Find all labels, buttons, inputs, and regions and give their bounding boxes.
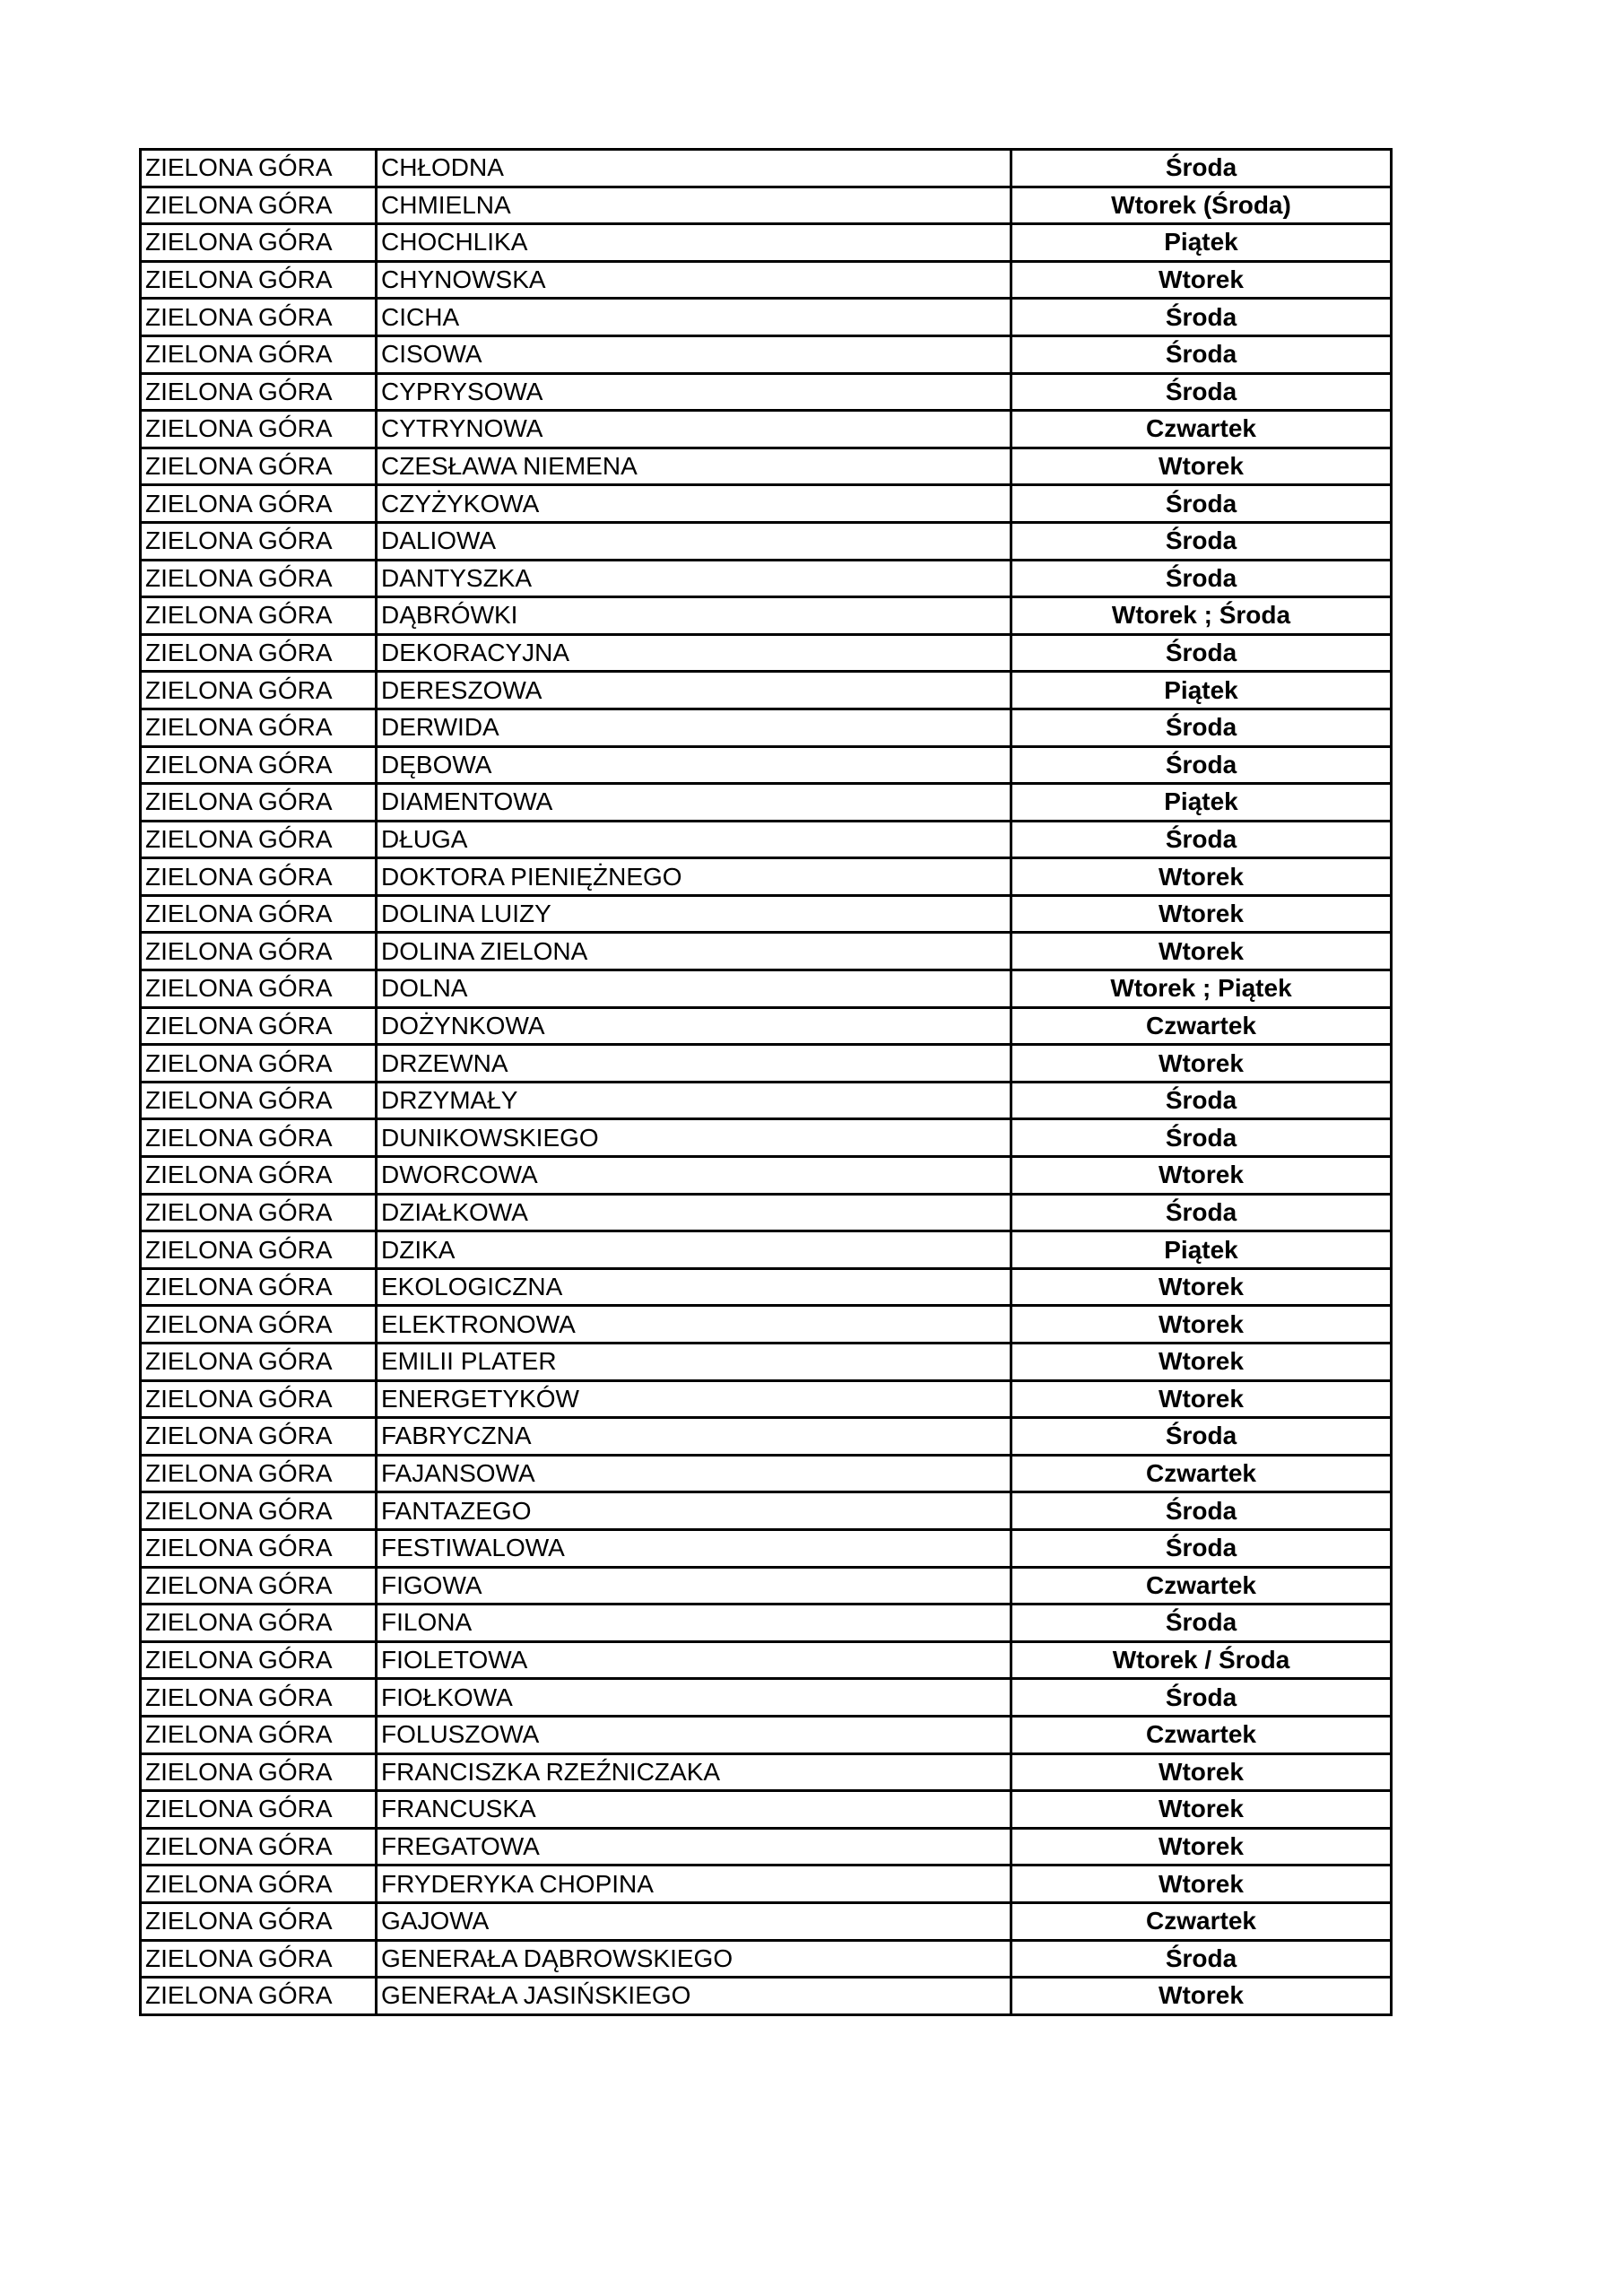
collection-day-cell: Środa <box>1011 1119 1392 1157</box>
street-cell: CISOWA <box>377 335 1011 373</box>
city-cell: ZIELONA GÓRA <box>141 970 377 1008</box>
collection-day-cell: Piątek <box>1011 784 1392 822</box>
street-cell: DRZYMAŁY <box>377 1082 1011 1119</box>
table-row <box>141 821 1392 858</box>
city-cell: ZIELONA GÓRA <box>141 1194 377 1231</box>
table-row <box>141 784 1392 822</box>
street-cell: DOŻYNKOWA <box>377 1007 1011 1045</box>
collection-day-cell: Wtorek <box>1011 1978 1392 2015</box>
city-cell: ZIELONA GÓRA <box>141 1753 377 1791</box>
table-row <box>141 1605 1392 1642</box>
table-row <box>141 1902 1392 1940</box>
city-cell: ZIELONA GÓRA <box>141 187 377 224</box>
table-row <box>141 1753 1392 1791</box>
street-cell: FAJANSOWA <box>377 1455 1011 1492</box>
table-row <box>141 1866 1392 1903</box>
street-cell: DANTYSZKA <box>377 560 1011 597</box>
street-cell: CHOCHLIKA <box>377 224 1011 262</box>
table-row <box>141 1306 1392 1344</box>
city-cell: ZIELONA GÓRA <box>141 821 377 858</box>
street-cell: CHYNOWSKA <box>377 261 1011 299</box>
table-row <box>141 224 1392 262</box>
collection-day-cell: Wtorek ; Piątek <box>1011 970 1392 1008</box>
collection-day-cell: Środa <box>1011 485 1392 523</box>
collection-day-cell: Wtorek <box>1011 1791 1392 1829</box>
street-cell: FOLUSZOWA <box>377 1716 1011 1753</box>
street-cell: FIGOWA <box>377 1567 1011 1605</box>
collection-day-cell: Wtorek <box>1011 1828 1392 1866</box>
city-cell: ZIELONA GÓRA <box>141 1007 377 1045</box>
table-row <box>141 1492 1392 1530</box>
collection-day-cell: Wtorek <box>1011 1157 1392 1195</box>
table-row <box>141 1567 1392 1605</box>
city-cell: ZIELONA GÓRA <box>141 634 377 672</box>
street-cell: FREGATOWA <box>377 1828 1011 1866</box>
street-cell: DĘBOWA <box>377 746 1011 784</box>
table-row <box>141 1716 1392 1753</box>
table-row <box>141 597 1392 635</box>
city-cell: ZIELONA GÓRA <box>141 335 377 373</box>
collection-day-cell: Środa <box>1011 150 1392 187</box>
street-cell: DRZEWNA <box>377 1045 1011 1083</box>
collection-day-cell: Czwartek <box>1011 1007 1392 1045</box>
city-cell: ZIELONA GÓRA <box>141 1380 377 1418</box>
collection-day-cell: Środa <box>1011 299 1392 336</box>
table-row <box>141 1045 1392 1083</box>
street-cell: FESTIWALOWA <box>377 1529 1011 1567</box>
street-cell: FRYDERYKA CHOPINA <box>377 1866 1011 1903</box>
street-cell: FIOŁKOWA <box>377 1679 1011 1717</box>
table-row <box>141 970 1392 1008</box>
collection-day-cell: Środa <box>1011 1940 1392 1978</box>
collection-day-cell: Środa <box>1011 1082 1392 1119</box>
collection-day-cell: Środa <box>1011 1418 1392 1456</box>
collection-day-cell: Wtorek <box>1011 895 1392 933</box>
city-cell: ZIELONA GÓRA <box>141 746 377 784</box>
table-row <box>141 261 1392 299</box>
table-row <box>141 373 1392 411</box>
city-cell: ZIELONA GÓRA <box>141 597 377 635</box>
city-cell: ZIELONA GÓRA <box>141 1492 377 1530</box>
city-cell: ZIELONA GÓRA <box>141 560 377 597</box>
collection-day-cell: Czwartek <box>1011 1455 1392 1492</box>
collection-day-cell: Środa <box>1011 1492 1392 1530</box>
table-row <box>141 448 1392 485</box>
city-cell: ZIELONA GÓRA <box>141 411 377 448</box>
street-cell: DUNIKOWSKIEGO <box>377 1119 1011 1157</box>
city-cell: ZIELONA GÓRA <box>141 933 377 970</box>
city-cell: ZIELONA GÓRA <box>141 522 377 560</box>
table-row <box>141 1380 1392 1418</box>
collection-day-cell: Wtorek (Środa) <box>1011 187 1392 224</box>
city-cell: ZIELONA GÓRA <box>141 1940 377 1978</box>
table-row <box>141 1455 1392 1492</box>
street-cell: CICHA <box>377 299 1011 336</box>
street-cell: DERWIDA <box>377 709 1011 746</box>
street-cell: DALIOWA <box>377 522 1011 560</box>
collection-day-cell: Środa <box>1011 1529 1392 1567</box>
collection-day-cell: Wtorek <box>1011 1268 1392 1306</box>
city-cell: ZIELONA GÓRA <box>141 224 377 262</box>
city-cell: ZIELONA GÓRA <box>141 1268 377 1306</box>
collection-day-cell: Środa <box>1011 335 1392 373</box>
collection-day-cell: Czwartek <box>1011 1902 1392 1940</box>
city-cell: ZIELONA GÓRA <box>141 672 377 709</box>
city-cell: ZIELONA GÓRA <box>141 1157 377 1195</box>
street-cell: ENERGETYKÓW <box>377 1380 1011 1418</box>
city-cell: ZIELONA GÓRA <box>141 895 377 933</box>
street-cell: EMILII PLATER <box>377 1344 1011 1381</box>
street-cell: DOLNA <box>377 970 1011 1008</box>
city-cell: ZIELONA GÓRA <box>141 1306 377 1344</box>
street-cell: FABRYCZNA <box>377 1418 1011 1456</box>
street-cell: CHMIELNA <box>377 187 1011 224</box>
collection-day-cell: Środa <box>1011 373 1392 411</box>
street-cell: DEKORACYJNA <box>377 634 1011 672</box>
city-cell: ZIELONA GÓRA <box>141 1679 377 1717</box>
collection-day-cell: Środa <box>1011 634 1392 672</box>
collection-day-cell: Wtorek <box>1011 858 1392 896</box>
table-row <box>141 560 1392 597</box>
street-cell: GENERAŁA JASIŃSKIEGO <box>377 1978 1011 2015</box>
street-cell: FRANCUSKA <box>377 1791 1011 1829</box>
table-row <box>141 672 1392 709</box>
collection-day-cell: Piątek <box>1011 1231 1392 1269</box>
table-row <box>141 895 1392 933</box>
collection-day-cell: Środa <box>1011 1605 1392 1642</box>
city-cell: ZIELONA GÓRA <box>141 1902 377 1940</box>
street-cell: EKOLOGICZNA <box>377 1268 1011 1306</box>
city-cell: ZIELONA GÓRA <box>141 299 377 336</box>
city-cell: ZIELONA GÓRA <box>141 1231 377 1269</box>
street-cell: FIOLETOWA <box>377 1641 1011 1679</box>
table-row <box>141 858 1392 896</box>
table-row <box>141 335 1392 373</box>
city-cell: ZIELONA GÓRA <box>141 150 377 187</box>
table-row <box>141 746 1392 784</box>
city-cell: ZIELONA GÓRA <box>141 1567 377 1605</box>
city-cell: ZIELONA GÓRA <box>141 1605 377 1642</box>
street-cell: CYTRYNOWA <box>377 411 1011 448</box>
street-cell: DOLINA ZIELONA <box>377 933 1011 970</box>
collection-day-cell: Wtorek ; Środa <box>1011 597 1392 635</box>
table-row <box>141 1529 1392 1567</box>
table-row <box>141 1940 1392 1978</box>
city-cell: ZIELONA GÓRA <box>141 1045 377 1083</box>
city-cell: ZIELONA GÓRA <box>141 858 377 896</box>
table-row <box>141 933 1392 970</box>
city-cell: ZIELONA GÓRA <box>141 1641 377 1679</box>
street-cell: FANTAZEGO <box>377 1492 1011 1530</box>
street-cell: CHŁODNA <box>377 150 1011 187</box>
table-row <box>141 1007 1392 1045</box>
city-cell: ZIELONA GÓRA <box>141 1716 377 1753</box>
table-row <box>141 299 1392 336</box>
city-cell: ZIELONA GÓRA <box>141 448 377 485</box>
table-row <box>141 1082 1392 1119</box>
collection-day-cell: Środa <box>1011 1679 1392 1717</box>
city-cell: ZIELONA GÓRA <box>141 709 377 746</box>
table-row <box>141 1828 1392 1866</box>
collection-day-cell: Czwartek <box>1011 411 1392 448</box>
street-cell: FILONA <box>377 1605 1011 1642</box>
collection-day-cell: Środa <box>1011 560 1392 597</box>
street-cell: DIAMENTOWA <box>377 784 1011 822</box>
collection-day-cell: Wtorek <box>1011 448 1392 485</box>
schedule-table <box>139 148 1393 2016</box>
table-row <box>141 1641 1392 1679</box>
city-cell: ZIELONA GÓRA <box>141 1418 377 1456</box>
street-cell: DWORCOWA <box>377 1157 1011 1195</box>
street-cell: DOKTORA PIENIĘŻNEGO <box>377 858 1011 896</box>
city-cell: ZIELONA GÓRA <box>141 1866 377 1903</box>
table-row <box>141 485 1392 523</box>
table-row <box>141 1978 1392 2015</box>
table-row <box>141 1679 1392 1717</box>
city-cell: ZIELONA GÓRA <box>141 1082 377 1119</box>
collection-day-cell: Środa <box>1011 522 1392 560</box>
table-row <box>141 1119 1392 1157</box>
street-cell: DŁUGA <box>377 821 1011 858</box>
city-cell: ZIELONA GÓRA <box>141 1828 377 1866</box>
street-cell: FRANCISZKA RZEŹNICZAKA <box>377 1753 1011 1791</box>
city-cell: ZIELONA GÓRA <box>141 784 377 822</box>
city-cell: ZIELONA GÓRA <box>141 1119 377 1157</box>
collection-day-cell: Wtorek <box>1011 1045 1392 1083</box>
street-cell: ELEKTRONOWA <box>377 1306 1011 1344</box>
table-row <box>141 1268 1392 1306</box>
table-row <box>141 522 1392 560</box>
table-row <box>141 1157 1392 1195</box>
collection-day-cell: Wtorek <box>1011 261 1392 299</box>
collection-day-cell: Wtorek <box>1011 933 1392 970</box>
street-cell: GENERAŁA DĄBROWSKIEGO <box>377 1940 1011 1978</box>
collection-day-cell: Wtorek <box>1011 1380 1392 1418</box>
collection-day-cell: Wtorek / Środa <box>1011 1641 1392 1679</box>
table-row <box>141 1231 1392 1269</box>
collection-day-cell: Wtorek <box>1011 1344 1392 1381</box>
collection-day-cell: Środa <box>1011 709 1392 746</box>
table-row <box>141 1344 1392 1381</box>
table-row <box>141 187 1392 224</box>
table-row <box>141 411 1392 448</box>
city-cell: ZIELONA GÓRA <box>141 1529 377 1567</box>
collection-day-cell: Czwartek <box>1011 1716 1392 1753</box>
city-cell: ZIELONA GÓRA <box>141 373 377 411</box>
city-cell: ZIELONA GÓRA <box>141 485 377 523</box>
street-cell: DĄBRÓWKI <box>377 597 1011 635</box>
table-row <box>141 1418 1392 1456</box>
collection-day-cell: Wtorek <box>1011 1306 1392 1344</box>
collection-day-cell: Wtorek <box>1011 1866 1392 1903</box>
table-row <box>141 1791 1392 1829</box>
street-cell: DZIAŁKOWA <box>377 1194 1011 1231</box>
collection-day-cell: Środa <box>1011 1194 1392 1231</box>
street-cell: CZYŻYKOWA <box>377 485 1011 523</box>
city-cell: ZIELONA GÓRA <box>141 1978 377 2015</box>
city-cell: ZIELONA GÓRA <box>141 1455 377 1492</box>
table-row <box>141 709 1392 746</box>
street-cell: GAJOWA <box>377 1902 1011 1940</box>
street-cell: CZESŁAWA NIEMENA <box>377 448 1011 485</box>
street-cell: CYPRYSOWA <box>377 373 1011 411</box>
collection-day-cell: Piątek <box>1011 224 1392 262</box>
table-row <box>141 1194 1392 1231</box>
city-cell: ZIELONA GÓRA <box>141 1791 377 1829</box>
schedule-table-body <box>141 150 1392 2015</box>
table-row <box>141 150 1392 187</box>
street-cell: DERESZOWA <box>377 672 1011 709</box>
city-cell: ZIELONA GÓRA <box>141 1344 377 1381</box>
collection-day-cell: Czwartek <box>1011 1567 1392 1605</box>
collection-day-cell: Piątek <box>1011 672 1392 709</box>
street-cell: DZIKA <box>377 1231 1011 1269</box>
table-row <box>141 634 1392 672</box>
collection-day-cell: Środa <box>1011 746 1392 784</box>
street-cell: DOLINA LUIZY <box>377 895 1011 933</box>
city-cell: ZIELONA GÓRA <box>141 261 377 299</box>
collection-day-cell: Wtorek <box>1011 1753 1392 1791</box>
collection-day-cell: Środa <box>1011 821 1392 858</box>
